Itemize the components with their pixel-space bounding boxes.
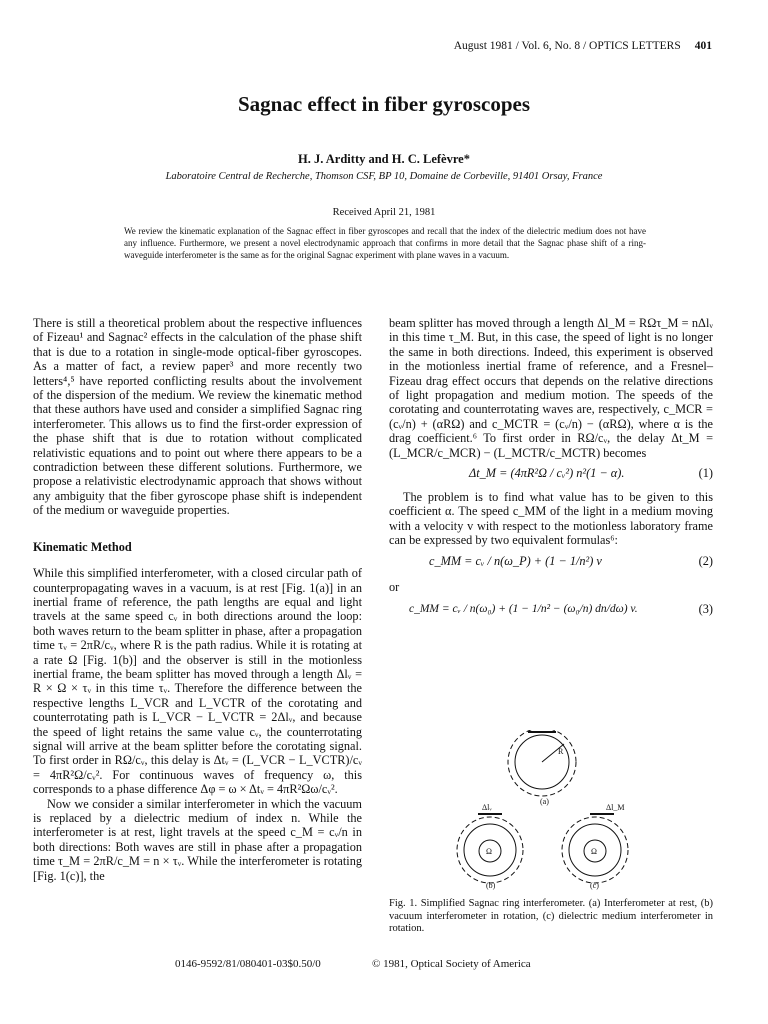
page-number: 401 [694,40,712,52]
equation-number: (3) [698,602,713,617]
abstract: We review the kinematic explanation of the Sagnac effect in fiber gyroscopes and recall that the index of the dielectric medium does not have any influence. Furthermore, we present a novel electrodynamic approach that confirms in more detail that the Sagnac phase shift of a ring-waveguide interferometer is the same as for the original Sagnac experiment with plane waves in a vacuum. [124,226,646,261]
delta-lv-label: Δlᵥ [482,803,492,812]
fig-label-b: (b) [486,881,496,890]
fig-label-c: (c) [590,881,599,890]
loop-a-outer [508,730,576,796]
figure-caption: Fig. 1. Simplified Sagnac ring interferometer. (a) Interferometer at rest, (b) vacuum interferometer in rotation, (c) dielectric medium interferometer in rotation. [389,898,713,934]
omega-label-b: Ω [486,847,492,856]
copyright: © 1981, Optical Society of America [372,958,531,970]
or-text: or [389,579,400,594]
omega-label-c: Ω [591,847,597,856]
fig-label-a: (a) [540,797,549,806]
article-title: Sagnac effect in fiber gyroscopes [237,92,530,116]
paragraph: Now we consider a similar interferometer in which the vacuum is replaced by a dielectric medium of index n. While the interferometer is at rest, light travels at the speed c_M = cᵥ/n in both directions: Both waves are still in phase after a propagation time τ_M = 2πR/c_M = n × τᵥ. While the interferometer is rotating [Fig. 1(c)], the [33,796,362,883]
journal-line: August 1981 / Vol. 6, No. 8 / OPTICS LETTERS [453,40,681,52]
paragraph: beam splitter has moved through a length Δl_M = RΩτ_M = nΔlᵥ in this time τ_M. But, in this case, the speed of light is no longer the same in both directions. Indeed, this experiment is observed in the motionless inertial frame of reference, and a Fresnel–Fizeau drag effect occurs that depends on the relative directions of light propagation and medium motion. The speeds of the corotating and counterrotating waves are, respectively, c_MCR = (cᵥ/n) + (αRΩ) and c_MCTR = (cᵥ/n) − (αRΩ), where α is the drag coefficient.⁶ To first order in RΩ/cᵥ, the delay Δt_M = (L_MCR/c_MCR) − (L_MCTR/c_MCTR) becomes [389,316,713,460]
equation-1: Δt_M = (4πR²Ω / cᵥ²) n²(1 − α). (1) [469,466,713,481]
figure-1 [430,730,650,890]
equation-number: (1) [698,466,713,481]
equation-3: c_MM = cᵥ / n(ω₀) + (1 − 1/n² − (ω₀/n) dn/dω) v. (3) [409,602,713,617]
paragraph: The problem is to find what value has to be given to this coefficient α. The speed c_MM of the light in a medium moving with a velocity v with respect to the motionless laboratory frame can be expressed by two equivalent formulas⁶: [389,490,713,548]
equation-number: (2) [698,553,713,568]
affiliation: Laboratoire Central de Recherche, Thomson CSF, BP 10, Domaine de Corbeville, 91401 Orsay, France [165,171,603,182]
paragraph: While this simplified interferometer, with a closed circular path of counterpropagating waves in a vacuum, is at rest [Fig. 1(a)] in an inertial frame of reference, the path lengths are equal and light travels at the same speed cᵥ in both directions around the loop: both waves return to the beam splitter in phase, after a propagation time τᵥ = 2πR/cᵥ, where R is the path radius. While it is rotating at a rate Ω [Fig. 1(b)] and the observer is still in the motionless inertial frame, the beam splitter has moved through a length Δlᵥ = R × Ω × τᵥ in this time τᵥ. Therefore the difference between the respective lengths L_VCR and L_VCTR of the corotating and counterrotating path is L_VCR − L_VCTR = 2Δlᵥ, and because the speed of light retains the same value cᵥ, the counterrotating signal will arrive at the beam splitter before the corotating signal. To first order in RΩ/cᵥ, this delay is Δtᵥ = (L_VCR − L_VCTR)/cᵥ = 4πR²Ω/cᵥ². For continuous waves of frequency ω, this corresponds to a phase difference Δφ = ω × Δtᵥ = 4πR²Ωω/cᵥ². [33,566,362,797]
radius-label: R [558,747,564,756]
received-date: Received April 21, 1981 [332,207,436,218]
equation-2: c_MM = cᵥ / n(ω_P) + (1 − 1/n²) v (2) [429,553,713,568]
authors: H. J. Arditty and H. C. Lefèvre* [298,152,470,166]
paragraph: There is still a theoretical problem about the respective influences of Fizeau¹ and Sagnac² effects in the calculation of the phase shift that is due to a rotation in single-mode optical-fiber gyroscopes. As a matter of fact, a review paper³ and more recently two letters⁴,⁵ have reported conflicting results about the involvement of the dispersion of the medium. We review the kinematic method that these authors have used and consider a simplified Sagnac ring interferometer. This allows us to find the first-order expression of the phase shift that is due to rotation without complicated relativistic equations and to point out where there appears to be a contradiction between these different solutions. Furthermore, we propose a relativistic electrodynamic approach that shows without any ambiguity that the fiber gyroscope phase shift is independent of the medium or waveguide properties. [33,316,362,518]
section-heading: Kinematic Method [33,539,132,554]
delta-lm-label: Δl_M [606,803,625,812]
left-column [33,316,362,883]
running-header [0,40,712,52]
right-column [389,316,713,626]
article-code: 0146-9592/81/080401-03$0.50/0 [175,958,321,970]
